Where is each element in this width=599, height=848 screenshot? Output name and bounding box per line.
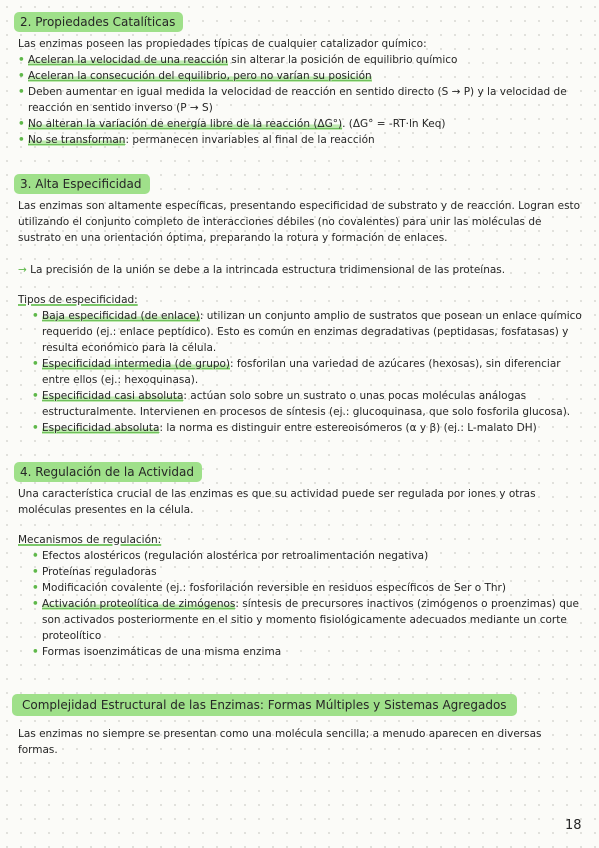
list-item (18, 132, 584, 148)
regulation-mechanisms-list (32, 548, 584, 660)
list-item (18, 52, 584, 68)
list-item (18, 84, 584, 116)
list-item (32, 420, 584, 436)
highlight-text: Aceleran la velocidad de una reacción (28, 54, 228, 66)
list-item (18, 116, 584, 132)
list-item (32, 596, 584, 644)
list-item (18, 68, 584, 84)
section-heading-regulacion: 4. Regulación de la Actividad (14, 462, 202, 482)
item-text: Modificación covalente (ej.: fosforilación reversible en residuos específicos de Ser o Thr) (42, 582, 506, 594)
item-text: : permanecen invariables al final de la reacción (125, 134, 375, 146)
catalytic-properties-list (18, 52, 584, 148)
section-intro: Las enzimas no siempre se presentan como una molécula sencilla; a menudo aparecen en diversas formas. (18, 728, 542, 756)
list-item (32, 564, 584, 580)
section-heading-complejidad: Complejidad Estructural de las Enzimas: Formas Múltiples y Sistemas Agregados (12, 694, 517, 716)
item-text: : la norma es distinguir entre estereoisómeros (α y β) (ej.: L-malato DH) (159, 422, 537, 434)
item-text: . (ΔG° = -RT·ln Keq) (342, 118, 446, 130)
list-item (32, 580, 584, 596)
subheading-mecanismos: Mecanismos de regulación: (18, 534, 162, 546)
highlight-text: Especificidad absoluta (42, 422, 160, 434)
list-item (32, 548, 584, 564)
arrow-icon: → (18, 264, 27, 276)
section-heading-propiedades: 2. Propiedades Catalíticas (14, 12, 183, 32)
highlight-text: Activación proteolítica de zimógenos (42, 598, 236, 610)
specificity-types-list (32, 308, 584, 436)
list-item (32, 388, 584, 420)
item-text: Proteínas reguladoras (42, 566, 157, 578)
highlight-text: Especificidad casi absoluta (42, 390, 184, 402)
list-item (32, 356, 584, 388)
arrow-note (18, 262, 584, 278)
item-text: sin alterar la posición de equilibrio químico (227, 54, 458, 66)
item-text: : actúan solo sobre un sustrato o unas pocas moléculas análogas estructuralmente. Intervienen en procesos de síntesis (ej.: glucoquinasa, que solo fosforila glucosa). (42, 390, 571, 418)
highlight-text: Especificidad intermedia (de grupo) (42, 358, 231, 370)
highlight-text: Baja especificidad (de enlace) (42, 310, 200, 322)
list-item (32, 308, 584, 356)
item-text: Formas isoenzimáticas de una misma enzima (42, 646, 282, 658)
item-text: : utilizan un conjunto amplio de sustratos que posean un enlace químico requerido (ej.: enlace peptídico). Esto es común en enzimas degradativas (peptidasas, fosfatasas) y resulta económico para la célula. (42, 310, 582, 354)
item-text: : síntesis de precursores inactivos (zimógenos o proenzimas) que son activados posteriormente en el sitio y momento fisiológicamente adecuados mediante un corte proteolítico (42, 598, 580, 642)
highlight-text: No se transforman (28, 134, 126, 146)
item-text: Efectos alostéricos (regulación alostérica por retroalimentación negativa) (42, 550, 429, 562)
section-heading-especificidad: 3. Alta Especificidad (14, 174, 150, 194)
highlight-text: No alteran la variación de energía libre de la reacción (ΔG°) (28, 118, 343, 130)
subheading-tipos: Tipos de especificidad: (18, 294, 138, 306)
item-text: Deben aumentar en igual medida la velocidad de reacción en sentido directo (S → P) y la velocidad de reacción en sentido inverso (P → S) (28, 86, 567, 114)
section-intro: Las enzimas poseen las propiedades típicas de cualquier catalizador químico: (18, 38, 427, 50)
arrow-note-text: La precisión de la unión se debe a la intrincada estructura tridimensional de las proteínas. (30, 264, 506, 276)
list-item (32, 644, 584, 660)
page-number: 18 (565, 818, 582, 833)
section-intro: Las enzimas son altamente específicas, presentando especificidad de substrato y de reacción. Logran esto utilizando el conjunto completo de interacciones débiles (no covalentes) para unir las moléculas de sustrato en una orientación óptima, preparando la rotura y formación de enlaces. (18, 200, 581, 244)
item-text: : fosforilan una variedad de azúcares (hexosas), sin diferenciar entre ellos (ej.: hexoquinasa). (42, 358, 561, 386)
highlight-text: Aceleran la consecución del equilibrio, pero no varían su posición (28, 70, 372, 82)
section-intro: Una característica crucial de las enzimas es que su actividad puede ser regulada por iones y otras moléculas presentes en la célula. (18, 488, 536, 516)
